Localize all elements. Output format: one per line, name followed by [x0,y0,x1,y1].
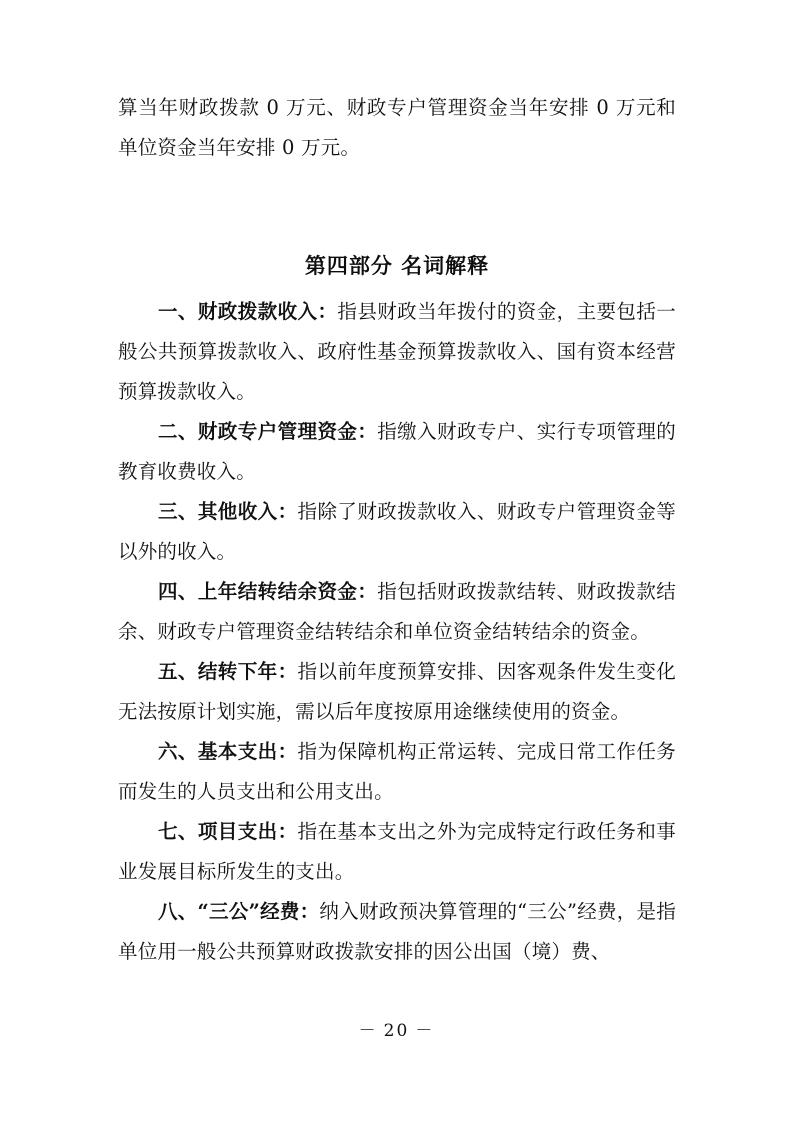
term-label-2: 二、财政专户管理资金： [158,420,378,443]
term-paragraph-3 [118,492,676,572]
term-label-4: 四、上年结转结余资金： [158,580,378,603]
term-text-3: 指除了财政拨款收入、财政专户管理资金等以外的收入。 [118,500,676,563]
page-content [118,88,676,972]
section-spacer [118,168,676,246]
term-text-4: 指包括财政拨款结转、财政拨款结余、财政专户管理资金结转结余和单位资金结转结余的资金。 [118,580,676,643]
term-text-6: 指为保障机构正常运转、完成日常工作任务而发生的人员支出和公用支出。 [118,740,676,803]
page-number-dash-left: － [358,1021,378,1041]
term-paragraph-4 [118,572,676,652]
term-text-7: 指在基本支出之外为完成特定行政任务和事业发展目标所发生的支出。 [118,820,676,883]
continued-paragraph: 算当年财政拨款 0 万元、财政专户管理资金当年安排 0 万元和单位资金当年安排 0 万元。 [118,96,676,159]
term-paragraph-6 [118,732,676,812]
section-title: 第四部分 名词解释 [304,253,490,278]
page-number-dash-right: － [415,1021,435,1041]
page-number [0,1016,793,1041]
term-label-8: 八、“三公”经费： [158,900,320,923]
term-label-3: 三、其他收入： [158,500,298,523]
term-paragraph-7 [118,812,676,892]
term-text-1: 指县财政当年拨付的资金，主要包括一般公共预算拨款收入、政府性基金预算拨款收入、国有资本经营预算拨款收入。 [118,300,676,403]
term-paragraph-8 [118,892,676,972]
term-label-5: 五、结转下年： [158,660,298,683]
term-label-6: 六、基本支出： [158,740,298,763]
term-text-8: 纳入财政预决算管理的“三公”经费，是指单位用一般公共预算财政拨款安排的因公出国（境）费、 [118,900,676,963]
term-paragraph-2 [118,412,676,492]
term-label-7: 七、项目支出： [158,820,298,843]
term-paragraph-1 [118,292,676,412]
term-text-5: 指以前年度预算安排、因客观条件发生变化无法按原计划实施，需以后年度按原用途继续使用的资金。 [118,660,676,723]
term-text-2: 指缴入财政专户、实行专项管理的教育收费收入。 [118,420,676,483]
term-label-1: 一、财政拨款收入： [158,300,338,323]
term-paragraph-5 [118,652,676,732]
page-number-value: 20 [383,1021,410,1041]
